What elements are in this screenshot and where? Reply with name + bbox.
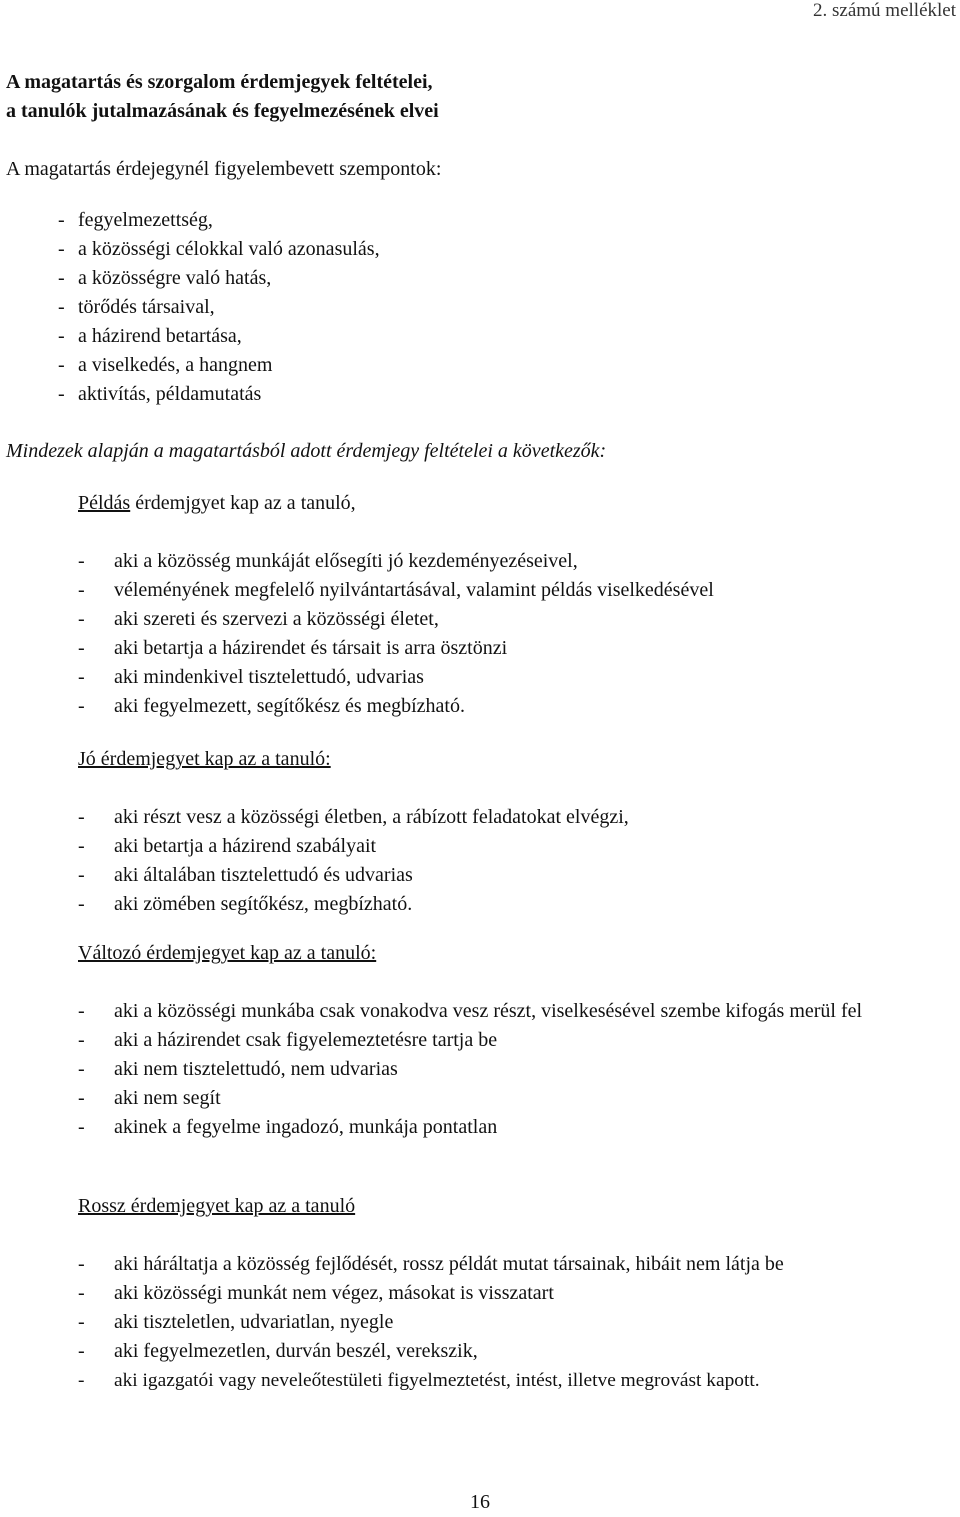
- dash-marker: -: [58, 238, 65, 260]
- dash-marker: -: [58, 325, 65, 347]
- page-number: 16: [470, 1491, 490, 1513]
- list-item-text: aki a közösségi munkába csak vonakodva vesz részt, viselkesésével szembe kifogás merül fel: [114, 1000, 863, 1022]
- list-item-text: aki fegyelmezetlen, durván beszél, verekszik,: [114, 1340, 478, 1362]
- list-item-text: aki háráltatja a közösség fejlődését, rossz példát mutat társainak, hibáit nem látja be: [114, 1253, 784, 1275]
- list-item-text: aki mindenkivel tisztelettudó, udvarias: [114, 666, 424, 688]
- list-item: [78, 890, 938, 919]
- list-item-text: aki tiszteletlen, udvariatlan, nyegle: [114, 1311, 394, 1333]
- dash-marker: -: [78, 608, 85, 630]
- dash-marker: -: [78, 1370, 85, 1391]
- list-item: [78, 1026, 908, 1055]
- list-item-text: a közösségi célokkal való azonasulás,: [78, 238, 380, 260]
- list-item: [78, 576, 938, 605]
- section-heading-underlined: Rossz érdemjegyet kap az a tanuló: [78, 1195, 356, 1217]
- list-item-text: aki nem tisztelettudó, nem udvarias: [114, 1058, 398, 1080]
- section-heading-underlined: Változó érdemjegyet kap az a tanuló:: [78, 942, 377, 964]
- grade-item-list: [78, 547, 938, 721]
- list-item: [78, 832, 938, 861]
- section-heading: [78, 745, 938, 774]
- dash-marker: -: [58, 296, 65, 318]
- dash-marker: -: [78, 550, 85, 572]
- grade-section-variable: [78, 939, 908, 1142]
- section-heading: [78, 1192, 958, 1221]
- list-item: [58, 235, 380, 264]
- section-heading: [78, 489, 938, 518]
- dash-marker: -: [78, 695, 85, 717]
- grade-section-good: [78, 745, 938, 919]
- criteria-list: [58, 206, 380, 409]
- list-item: [58, 206, 380, 235]
- list-item: [58, 351, 380, 380]
- dash-marker: -: [78, 1253, 85, 1275]
- list-item-text: aki a közösség munkáját elősegíti jó kezdeményezéseivel,: [114, 550, 578, 572]
- dash-marker: -: [78, 579, 85, 601]
- list-item-text: aki a házirendet csak figyelemeztetésre tartja be: [114, 1029, 498, 1051]
- criteria-intro: A magatartás érdejegynél figyelembevett szempontok:: [6, 158, 442, 180]
- dash-marker: -: [78, 1000, 85, 1022]
- list-item: [78, 1279, 958, 1308]
- list-item: [78, 1366, 958, 1395]
- dash-marker: -: [78, 1340, 85, 1362]
- list-item: [58, 293, 380, 322]
- grade-item-list: [78, 1250, 958, 1395]
- dash-marker: -: [78, 1058, 85, 1080]
- section-heading: [78, 939, 908, 968]
- list-item: [78, 663, 938, 692]
- dash-marker: -: [58, 383, 65, 405]
- list-item: [78, 692, 938, 721]
- list-item: [58, 264, 380, 293]
- dash-marker: -: [58, 354, 65, 376]
- list-item: [78, 1337, 958, 1366]
- dash-marker: -: [78, 1116, 85, 1138]
- dash-marker: -: [78, 1029, 85, 1051]
- dash-marker: -: [78, 637, 85, 659]
- dash-marker: -: [78, 893, 85, 915]
- title-line-2: a tanulók jutalmazásának és fegyelmezésének elvei: [6, 100, 439, 122]
- annex-label: 2. számú melléklet: [813, 0, 956, 21]
- list-item: [78, 1250, 958, 1279]
- list-item: [78, 634, 938, 663]
- list-item-text: véleményének megfelelő nyilvántartásával, valamint példás viselkedésével: [114, 579, 714, 601]
- dash-marker: -: [78, 835, 85, 857]
- dash-marker: -: [78, 864, 85, 886]
- list-item-text: fegyelmezettség,: [78, 209, 213, 231]
- dash-marker: -: [58, 209, 65, 231]
- dash-marker: -: [78, 666, 85, 688]
- grade-section-exemplary: [78, 489, 938, 721]
- list-item-text: aki közösségi munkát nem végez, másokat is visszatart: [114, 1282, 554, 1304]
- list-item: [78, 803, 938, 832]
- list-item-text: akinek a fegyelme ingadozó, munkája pontatlan: [114, 1116, 498, 1138]
- list-item-text: aki zömében segítőkész, megbízható.: [114, 893, 413, 915]
- list-item-text: a házirend betartása,: [78, 325, 242, 347]
- list-item-text: aki betartja a házirend szabályait: [114, 835, 377, 857]
- dash-marker: -: [78, 1282, 85, 1304]
- list-item: [78, 1113, 908, 1142]
- list-item: [78, 1055, 908, 1084]
- list-item: [78, 1084, 908, 1113]
- grade-item-list: [78, 997, 908, 1142]
- list-item-text: aki fegyelmezett, segítőkész és megbízható.: [114, 695, 465, 717]
- grade-section-poor: [78, 1192, 958, 1395]
- list-item-text: aki nem segít: [114, 1087, 221, 1109]
- list-item-text: aki általában tisztelettudó és udvarias: [114, 864, 413, 886]
- list-item-text: a viselkedés, a hangnem: [78, 354, 273, 376]
- section-heading-rest: érdemjgyet kap az a tanuló,: [130, 492, 356, 514]
- list-item-text: törődés társaival,: [78, 296, 215, 318]
- grade-item-list: [78, 803, 938, 919]
- section-heading-underlined: Jó érdemjegyet kap az a tanuló:: [78, 748, 331, 770]
- list-item-text: a közösségre való hatás,: [78, 267, 272, 289]
- list-item: [78, 547, 938, 576]
- document-title: [6, 68, 439, 126]
- list-item-text: aki igazgatói vagy neveleőtestületi figyelmeztetést, intést, illetve megrovást kapott.: [114, 1370, 760, 1391]
- list-item: [78, 1308, 958, 1337]
- list-item: [58, 322, 380, 351]
- title-line-1: A magatartás és szorgalom érdemjegyek feltételei,: [6, 71, 433, 93]
- section-heading-underlined: Példás: [78, 492, 131, 514]
- dash-marker: -: [78, 1311, 85, 1333]
- list-item-text: aki részt vesz a közösségi életben, a rábízott feladatokat elvégzi,: [114, 806, 629, 828]
- list-item: [58, 380, 380, 409]
- list-item: [78, 997, 908, 1026]
- list-item-text: aki betartja a házirendet és társait is arra ösztönzi: [114, 637, 508, 659]
- list-item-text: aktivítás, példamutatás: [78, 383, 262, 405]
- list-item: [78, 605, 938, 634]
- dash-marker: -: [78, 1087, 85, 1109]
- list-item: [78, 861, 938, 890]
- dash-marker: -: [78, 806, 85, 828]
- dash-marker: -: [58, 267, 65, 289]
- grade-conditions-summary: Mindezek alapján a magatartásból adott érdemjegy feltételei a következők:: [6, 440, 607, 462]
- list-item-text: aki szereti és szervezi a közösségi életet,: [114, 608, 439, 630]
